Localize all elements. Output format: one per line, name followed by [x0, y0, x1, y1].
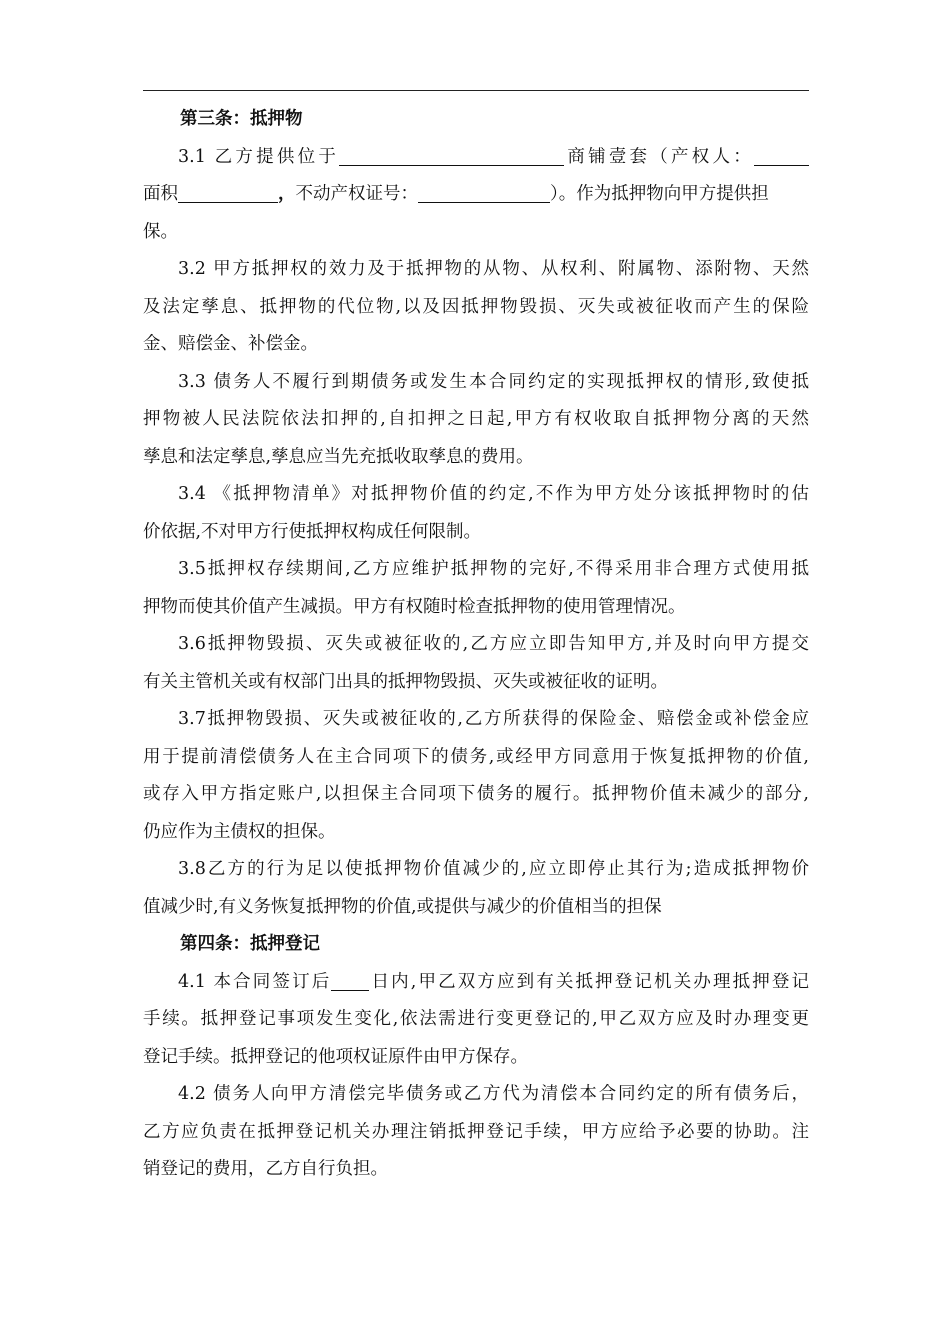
clause-3-5-line-1: 3.5抵押权存续期间,乙方应维护抵押物的完好,不得采用非合理方式使用抵: [178, 559, 809, 579]
clause-3-2-line-2: 及法定孳息、抵押物的代位物,以及因抵押物毁损、灭失或被征收而产生的保险: [143, 296, 809, 317]
clause-4-2-line-3: 销登记的费用，乙方自行负担。: [143, 1159, 388, 1179]
location-blank: [339, 143, 564, 166]
section-4-heading: 第四条：抵押登记: [180, 934, 320, 954]
clause-3-1-line-1: [143, 139, 809, 177]
clause-text: 3.1 乙方提供位于: [178, 146, 340, 167]
clause-3-8-line-1: 3.8乙方的行为足以使抵押物价值减少的,应立即停止其行为;造成抵押物价: [178, 859, 809, 879]
clause-4-2-line-1: 4.2 债务人向甲方清偿完毕债务或乙方代为清偿本合同约定的所有债务后，: [178, 1084, 809, 1104]
area-blank: [178, 180, 278, 203]
clause-4-1-line-3: 登记手续。抵押登记的他项权证原件由甲方保存。: [143, 1046, 528, 1067]
clause-text: 不动产权证号：: [295, 184, 418, 204]
document-body: [143, 101, 809, 1189]
clause-3-7-line-4: 仍应作为主债权的担保。: [143, 821, 336, 842]
clause-4-2-line-2: 乙方应负责在抵押登记机关办理注销抵押登记手续，甲方应给予必要的协助。注: [143, 1121, 809, 1142]
owner-blank: [754, 143, 809, 166]
clause-text: 日内,甲乙双方应到有关抵押登记机关办理抵押登记: [369, 971, 809, 992]
certificate-number-blank: [418, 180, 550, 203]
clause-3-1-line-2: [143, 176, 809, 214]
clause-3-3-line-3: 孳息和法定孳息,孳息应当先充抵收取孳息的费用。: [143, 446, 534, 467]
clause-3-3-line-2: 押物被人民法院依法扣押的,自扣押之日起,甲方有权收取自抵押物分离的天然: [143, 409, 809, 429]
clause-3-4-line-2: 价依据,不对甲方行使抵押权构成任何限制。: [143, 521, 482, 542]
clause-text: ）。作为抵押物向甲方提供担: [550, 184, 769, 204]
clause-text: ，: [278, 184, 296, 204]
clause-3-4-line-1: 3.4 《抵押物清单》对抵押物价值的约定,不作为甲方处分该抵押物时的估: [178, 484, 809, 504]
clause-3-7-line-3: 或存入甲方指定账户,以担保主合同项下债务的履行。抵押物价值未减少的部分,: [143, 784, 809, 804]
clause-4-1-line-2: 手续。抵押登记事项发生变化,依法需进行变更登记的,甲乙双方应及时办理变更: [143, 1009, 809, 1029]
clause-3-1-line-3: 保。: [143, 221, 178, 242]
header-rule: [143, 90, 809, 91]
clause-3-8-line-2: 值减少时,有义务恢复抵押物的价值,或提供与减少的价值相当的担保: [143, 896, 662, 917]
clause-3-6-line-1: 3.6抵押物毁损、灭失或被征收的,乙方应立即告知甲方,并及时向甲方提交: [178, 634, 809, 654]
clause-3-7-line-2: 用于提前清偿债务人在主合同项下的债务,或经甲方同意用于恢复抵押物的价值,: [143, 746, 809, 767]
clause-3-5-line-2: 押物而使其价值产生减损。甲方有权随时检查抵押物的使用管理情况。: [143, 596, 686, 617]
section-3-heading: 第三条：抵押物: [180, 109, 303, 129]
clause-3-2-line-3: 金、赔偿金、补偿金。: [143, 334, 318, 354]
days-blank: [331, 968, 369, 991]
clause-3-3-line-1: 3.3 债务人不履行到期债务或发生本合同约定的实现抵押权的情形,致使抵: [178, 371, 809, 392]
clause-text: 4.1 本合同签订后: [178, 971, 332, 992]
clause-text: 商铺壹套（产权人：: [564, 146, 755, 167]
clause-4-1-line-1: [143, 964, 809, 1002]
clause-text: 面积: [143, 184, 178, 204]
clause-3-7-line-1: 3.7抵押物毁损、灭失或被征收的,乙方所获得的保险金、赔偿金或补偿金应: [178, 709, 809, 729]
clause-3-2-line-1: 3.2 甲方抵押权的效力及于抵押物的从物、从权利、附属物、添附物、天然: [178, 259, 809, 279]
clause-3-6-line-2: 有关主管机关或有权部门出具的抵押物毁损、灭失或被征收的证明。: [143, 671, 668, 692]
